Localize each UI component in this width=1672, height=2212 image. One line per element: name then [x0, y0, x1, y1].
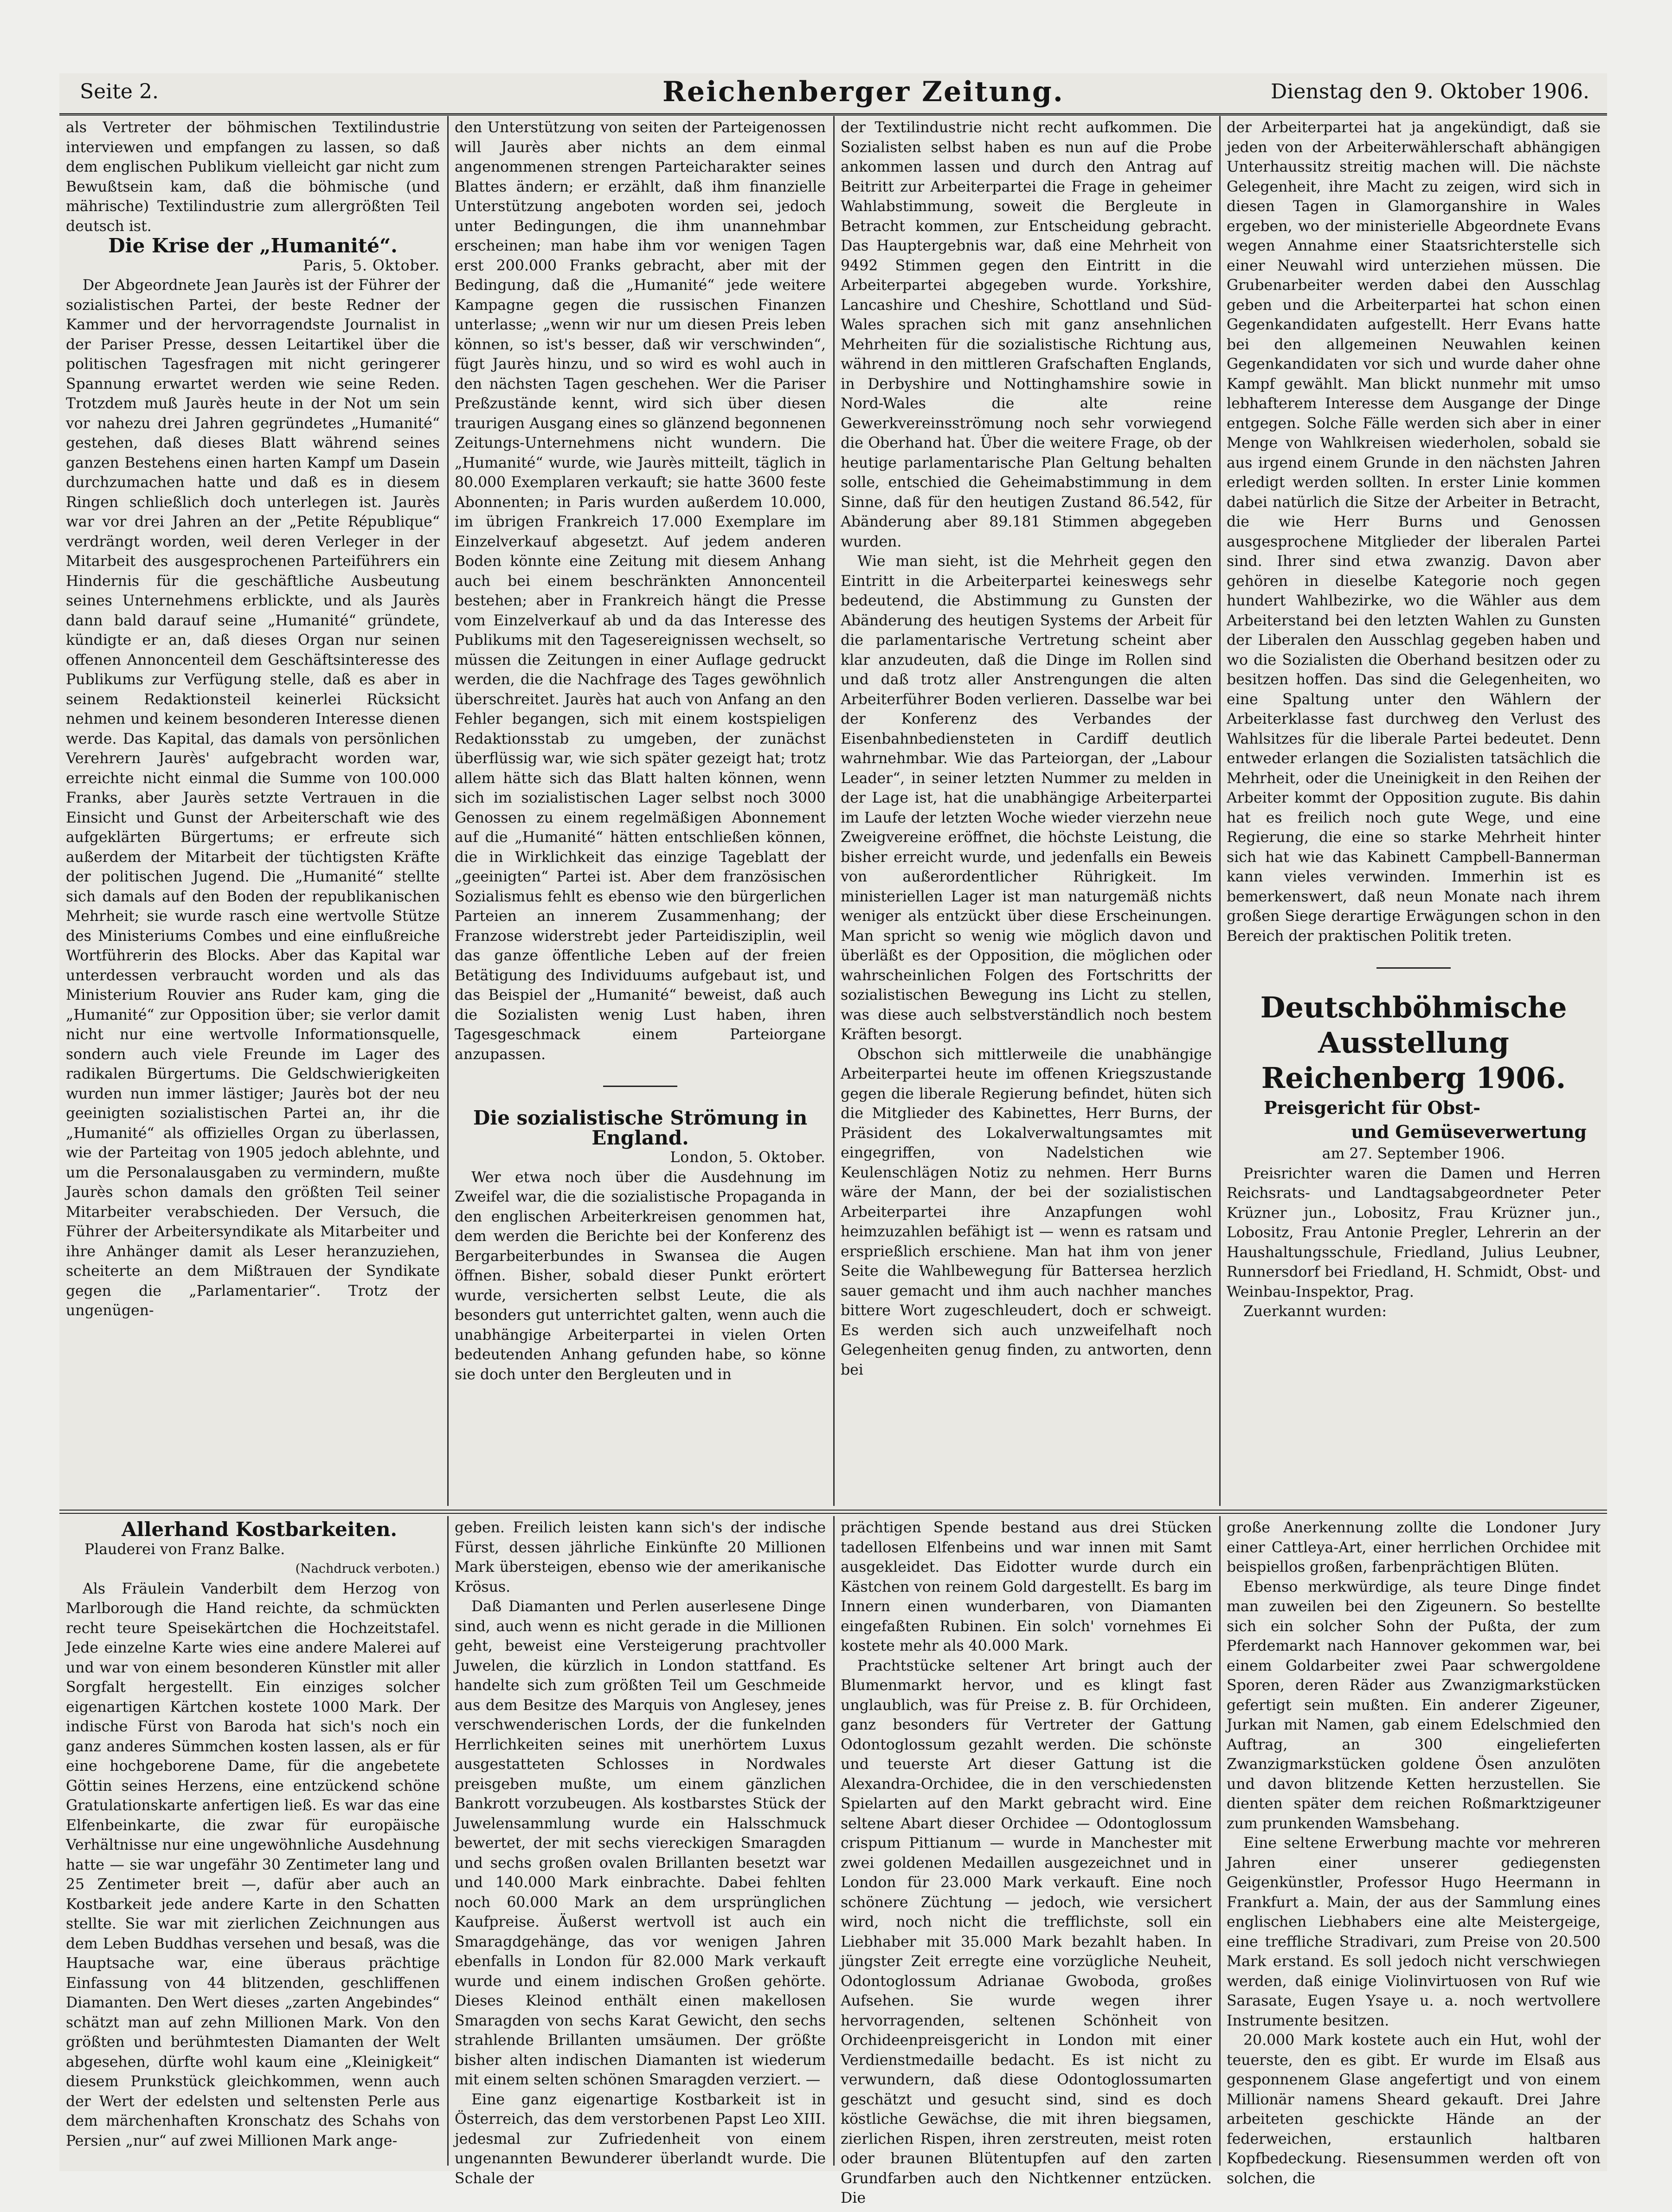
section-rule [59, 1510, 1607, 1514]
feuilleton-body: 20.000 Mark kostete auch ein Hut, wohl der teuerste, den es gibt. Er wurde im Elsaß aus gesponnenem Glase angefertigt und von einem Millionär namens Sheard gekauft. Drei Jahre arbeiteten geschickte Hände an der federweichen, erstaunlich haltbaren Kopfbedeckung. Riesensummen werden oft von solchen, die [1227, 2032, 1601, 2187]
article-body: Wer etwa noch über die Ausdehnung im Zweifel war, die die sozialistische Propaganda in den englischen Arbeiterkreisen genommen hat, dem werden die Berichte bei der Konferenz des Bergarbeiterbundes in Swansea die Augen öffnen. Bisher, sobald dieser Punkt erörtert wurde, versicherten selbst Leute, die als besonders gut unterrichtet galten, wenn auch die unabhängige Arbeiterpartei in vielen Orten bedeutenden Anhang gefunden habe, so könne sie doch unter den Bergleuten und in [455, 1169, 826, 1383]
column-rule [1219, 116, 1221, 1506]
exhibition-body: Preisrichter waren die Damen und Herren Reichsrats- und Landtagsabgeordneter Peter Krüzner jun., Lobositz, Frau Krüzner jun., Lobositz, Frau Antonie Pregler, Lehrerin an der Haushaltungsschule, Friedland, Julius Leubner, Runnersdorf bei Friedland, H. Schmidt, Obst- und Weinbau-Inspektor, Prag. [1227, 1165, 1601, 1300]
exhibition-title: Deutschböhmische Ausstellung Reichenberg 1906. [1260, 990, 1567, 1095]
feuilleton-body: Daß Diamanten und Perlen auserlesene Dinge sind, auch wenn es nicht gerade in die Millionen geht, beweist eine Versteigerung prachtvoller Juwelen, die kürzlich in London stattfand. Es handelte sich zum größten Teil um Geschmeide aus dem Besitze des Marquis von Anglesey, jenes verschwenderischen Lords, der die funkelnden Herrlichkeiten seines mit unerhörtem Luxus ausgestatteten Schlosses in Nordwales preisgeben mußte, um einem gänzlichen Bankrott vorzubeugen. Als kostbarstes Stück der Juwelensammlung wurde ein Halsschmuck bewertet, der mit sechs viereckigen Smaragden und sechs großen ovalen Brillanten besetzt war und 140.000 Mark einbrachte. Dabei fehlten noch 60.000 Mark an dem ursprünglichen Kaufpreise. Äußerst wertvoll ist auch ein Smaragdgehänge, das vor wenigen Jahren ebenfalls in London für 82.000 Mark verkauft wurde und einem indischen Großen gehörte. Dieses Kleinod enthält einen makellosen Smaragden von sechs Karat Gewicht, den sechs strahlende Brillanten umsäumen. Der größte bisher alten indischen Diamanten ist wiederum mit einem selten schönen Smaragden verziert. — [455, 1598, 826, 2088]
article-body: den Unterstützung von seiten der Parteigenossen will Jaurès aber nichts an dem einmal angenommenen strengen Parteicharakter seines Blattes ändern; er erzählt, daß ihm finanzielle Unterstützung angeboten worden sei, jedoch unter Bedingungen, die ihm unannehmbar erscheinen; man habe ihm vor wenigen Tagen erst 200.000 Franks gebracht, aber mit der Bedingung, daß die „Humanité“ jede weitere Kampagne gegen die russischen Finanzen unterlasse; „wenn wir nur um diesen Preis leben können, so ist's besser, daß wir verschwinden“, fügt Jaurès hinzu, und so wird es wohl auch in den nächsten Tagen geschehen. Wer die Pariser Preßzustände kennt, wird sich über diesen traurigen Ausgang eines so glänzend begonnenen Zeitungs-Unternehmens nicht wundern. Die „Humanité“ wurde, wie Jaurès mitteilt, täglich in 80.000 Exemplaren verkauft; sie hatte 3600 feste Abonnenten; in Paris wurden außerdem 10.000, im übrigen Frankreich 17.000 Exemplare im Einzelverkauf abgesetzt. Auf jedem anderen Boden könnte eine Zeitung mit diesem Anhang auch bei einem beschränkten Annoncenteil bestehen; aber in Frankreich hängt die Presse vom Einzelverkauf ab und da das Interesse des Publikums mit den Tagesereignissen wechselt, so müssen die Zeitungen in einer Auflage gedruckt werden, die die Nachfrage des Tages gewöhnlich überschreitet. Jaurès hat auch von Anfang an den Fehler begangen, sich mit einem kostspieligen Redaktionsstab zu umgeben, der zunächst überflüssig war, wie sich später gezeigt hat; trotz allem hätte sich das Blatt halten können, wenn sich im sozialistischen Lager selbst noch 3000 Genossen zu einem regelmäßigen Abonnement auf die „Humanité“ hätten entschließen können, die in Wirklichkeit das einzige Tageblatt der „geeinigten“ Partei ist. Aber dem französischen Sozialismus fehlt es ebenso wie den bürgerlichen Parteien an innerem Zusammenhang; der Franzose widerstrebt jeder Parteidisziplin, weil das ganze öffentliche Leben auf der freien Betätigung des Individuums aufgebaut ist, und das Beispiel der „Humanité“ beweist, daß auch die Sozialisten wenig Lust haben, ihren Tagesgeschmack einem Parteiorgane anzupassen. [455, 119, 826, 1063]
article-dateline: Paris, 5. Oktober. [303, 257, 440, 274]
article-body: der Textilindustrie nicht recht aufkommen. Die Sozialisten selbst haben es nun auf die Probe ankommen lassen und durch den Antrag auf Beitritt zur Arbeiterpartei die Frage in geheimer Wahlabstimmung, soweit die Bergleute in Betracht kommen, zur Entscheidung gebracht. Das Hauptergebnis war, daß eine Mehrheit von 9492 Stimmen gegen den Eintritt in die Arbeiterpartei abgegeben wurde. Yorkshire, Lancashire und Cheshire, Schottland und Süd-Wales sprachen sich mit ganz ansehnlichen Mehrheiten für die sozialistische Richtung aus, während in den mittleren Grafschaften Englands, in Derbyshire und Nottinghamshire sowie in Nord-Wales die alte reine Gewerkvereinsströmung noch sehr vorwiegend die Oberhand hat. Über die weitere Frage, ob der heutige parlamentarische Plan Geltung behalten solle, entschied die Geheimabstimmung in dem Sinne, daß für den heutigen Zustand 86.542, für Abänderung aber 89.181 Stimmen abgegeben wurden. [841, 119, 1212, 550]
column-8 [1227, 1518, 1601, 2187]
article-headline: Die Krise der „Humanité“. [108, 234, 398, 257]
column-2 [455, 118, 826, 1505]
feuilleton-body: große Anerkennung zollte die Londoner Jury einer Cattleya-Art, einer herrlichen Orchidee mit beispiellos großen, farbenprächtigen Blüten. [1227, 1519, 1601, 1575]
column-4 [1227, 118, 1601, 1505]
article-separator [603, 1086, 677, 1087]
feuilleton-body: Prachtstücke seltener Art bringt auch der Blumenmarkt hervor, und es klingt fast unglaublich, was für Preise z. B. für Orchideen, ganz besonders für Vertreter der Gattung Odontoglossum gezahlt werden. Die schönste und teuerste Art dieser Gattung ist die Alexandra-Orchidee, die in den verschiedensten Spielarten auf den Markt gebracht wird. Eine seltene Abart dieser Orchidee — Odontoglossum crispum Pittianum — wurde in Manchester mit zwei goldenen Medaillen ausgezeichnet und in London für 23.000 Mark verkauft. Eine noch schönere Züchtung — jedoch, wie versichert wird, noch nicht die trefflichste, soll ein Liebhaber mit 35.000 Mark bezahlt haben. In jüngster Zeit erregte eine vorzügliche Neuheit, Odontoglossum Adrianae Gwoboda, großes Aufsehen. Sie wurde wegen ihrer hervorragenden, seltenen Schönheit von Orchideenpreisgericht in London mit einer Verdienstmedaille bedacht. Es ist nicht zu verwundern, daß diese Odontoglossumarten geschätzt und gesucht sind, sind es doch köstliche Gewächse, die mit ihren biegsamen, zierlichen Rispen, ihren zerstreuten, meist roten oder braunen Blütentupfen auf den zarten Grundfarben auch den Nichtkenner entzücken. Die [841, 1657, 1212, 2206]
article-body: der Arbeiterpartei hat ja angekündigt, daß sie jeden von der Arbeiterwählerschaft abhängigen Unterhaussitz streitig machen will. Die nächste Gelegenheit, ihre Macht zu zeigen, wird sich in diesen Tagen in Glamorganshire in Wales ergeben, wo der ministerielle Abgeordnete Evans wegen Annahme einer Staatsrichterstelle sich einer Neuwahl wird unterziehen müssen. Die Grubenarbeiter werden dabei den Ausschlag geben und die Arbeiterpartei hat schon einen Gegenkandidaten aufgestellt. Herr Evans hatte bei den allgemeinen Neuwahlen keinen Gegenkandidaten vor sich und wurde daher ohne Kampf gewählt. Man blickt nunmehr mit umso lebhafterem Interesse dem Ausgange der Dinge entgegen. Solche Fälle werden sich aber in einer Menge von Wahlkreisen wiederholen, sobald sie aus irgend einem Grunde in den nächsten Jahren erledigt werden sollten. In erster Linie kommen dabei natürlich die Sitze der Arbeiter in Betracht, die wie Herr Burns und Genossen ausgesprochene Mitglieder der liberalen Partei sind. Ihrer sind etwa zwanzig. Davon aber gehören in dieselbe Kategorie noch gegen hundert Wahlbezirke, wo die Wähler aus dem Arbeiterstand bei den letzten Wahlen zu Gunsten der Liberalen den Ausschlag gegeben haben und wo die Sozialisten die Oberhand besitzen oder zu besitzen hoffen. Das sind die Gelegenheiten, wo eine Spaltung unter den Wählern der Arbeiterklasse fast durchweg den Verlust des Wahlsitzes für die liberale Partei bedeutet. Denn entweder erlangen die Sozialisten tatsächlich die Mehrheit, oder die Uneinigkeit in den Reihen der Arbeiter kommt der Opposition zugute. Bis dahin hat es freilich noch gute Wege, und eine Regierung, die eine so starke Mehrheit hinter sich hat wie das Kabinett Campbell-Bannerman kann vieles verwinden. Immerhin ist es bemerkenswert, daß neun Monate nach ihrem großen Siege derartige Erwägungen schon in den Bereich der praktischen Politik treten. [1227, 119, 1601, 945]
exhibition-date: am 27. September 1906. [1322, 1145, 1505, 1162]
feuilleton-body: prächtigen Spende bestand aus drei Stücken tadellosen Elfenbeins und war innen mit Samt ausgekleidet. Das Eidotter wurde durch ein Kästchen von reinem Gold dargestellt. Es barg im Innern einen wunderbaren, von Diamanten eingefaßten Rubinen. Ein solch' vornehmes Ei kostete mehr als 40.000 Mark. [841, 1519, 1212, 1654]
reprint-note: (Nachdruck verboten.) [295, 1562, 440, 1576]
column-7 [841, 1518, 1212, 2206]
column-rule [833, 116, 835, 1506]
article-dateline: London, 5. Oktober. [670, 1149, 826, 1166]
column-rule [1219, 1516, 1221, 2166]
column-rule [447, 116, 449, 1506]
exhibition-awards-intro: Zuerkannt wurden: [1243, 1303, 1387, 1320]
column-1 [66, 118, 440, 1505]
article-body: Der Abgeordnete Jean Jaurès ist der Führer der sozialistischen Partei, der beste Redner der Kammer und der hervorragendste Journalist in der Pariser Presse, dessen Leitartikel über die politischen Tagesfragen mit nicht geringerer Spannung erwartet werden wie seine Reden. Trotzdem muß Jaurès heute in der Not um sein vor nahezu drei Jahren gegründetes „Humanité“ gestehen, daß dieses Blatt während seines ganzen Bestehens einen harten Kampf um Dasein durchzumachen hatte und daß es in diesem Ringen schließlich doch unterlegen ist. Jaurès war vor drei Jahren an der „Petite République“ verdrängt worden, weil deren Verleger in der Mitarbeit des ausgesprochenen Parteiführers ein Hindernis für die geschäftliche Ausbeutung seines Unternehmens erblickte, und als Jaurès dann bald darauf seine „Humanité“ gründete, kündigte er an, daß dieses Organ nur seinen offenen Annoncenteil dem Geschäftsinteresse des Publikums zur Verfügung stelle, daß es aber in seinem Redaktionsteil keinerlei Rücksicht nehmen und keinem besonderen Interesse dienen werde. Das Kapital, das damals von persönlichen Verehrern Jaurès' aufgebracht worden war, erreichte nicht einmal die Summe von 100.000 Franks, aber Jaurès setzte Vertrauen in die Einsicht und Gunst der Arbeiterschaft wie des aufgeklärten Bürgertums; er erfreute sich außerdem der Mitarbeit der tüchtigsten Kräfte der politischen Jugend. Die „Humanité“ stellte sich damals auf den Boden der republikanischen Mehrheit; sie wurde rasch eine wertvolle Stütze des Ministeriums Combes und eine einflußreiche Wortführerin des Blocks. Aber das Kapital war unterdessen verbraucht worden und als das Ministerium Rouvier ans Ruder kam, ging die „Humanité“ zur Opposition über; sie verlor damit nicht nur eine wertvolle Informationsquelle, sondern auch viele Freunde im Lager des radikalen Bürgertums. Die Geldschwierigkeiten wurden nun immer lästiger; Jaurès bot der neu geeinigten sozialistischen Partei an, ihr die „Humanité“ als offizielles Organ zu überlassen, wie der Parteitag von 1905 jedoch ablehnte, und um die Personalausgaben zu vermindern, mußte Jaurès schon damals den größten Teil seiner Mitarbeiter verabschieden. Der Versuch, die Führer der Arbeitersyndikate als Mitarbeiter und ihre Anhänger damit als Leser heranzuziehen, scheiterte an dem Mißtrauen der Syndikate gegen die „Parlamentarier“. Trotz der ungenügen- [66, 277, 440, 1319]
page-header [59, 73, 1607, 116]
feuilleton-byline: Plauderei von Franz Balke. [84, 1541, 285, 1558]
issue-date: Dienstag den 9. Oktober 1906. [1271, 80, 1589, 103]
article-body: Wie man sieht, ist die Mehrheit gegen den Eintritt in die Arbeiterpartei keineswegs sehr bedeutend, die Abstimmung zu Gunsten der Abänderung des heutigen Systems der Arbeit für die parlamentarische Vertretung scheint aber klar anzudeuten, daß die Dinge im Rollen sind und daß trotz aller Anstrengungen die alten Arbeiterführer Boden verlieren. Dasselbe war bei der Konferenz des Verbandes der Eisenbahnbediensteten in Cardiff deutlich wahrnehmbar. Wie das Parteiorgan, der „Labour Leader“, in seiner letzten Nummer zu melden in der Lage ist, hat die unabhängige Arbeiterpartei im Laufe der letzten Woche wieder vierzehn neue Zweigvereine eröffnet, die höchste Leistung, die bisher erreicht wurde, und jedenfalls ein Beweis von außerordentlicher Rührigkeit. Im ministeriellen Lager ist man naturgemäß nichts weniger als entzückt über diese Erscheinungen. Man spricht so wenig wie möglich davon und überläßt es der Opposition, die möglichen oder wahrscheinlichen Folgen des Fortschritts der sozialistischen Bewegung ins Licht zu stellen, was diese auch selbstverständlich noch bestem Kräften besorgt. [841, 553, 1212, 1043]
feuilleton-body: Eine seltene Erwerbung machte vor mehreren Jahren einer unserer gediegensten Geigenkünstler, Professor Hugo Heermann in Frankfurt a. Main, der aus der Sammlung eines englischen Liebhabers eine alte Meistergeige, eine treffliche Stradivari, zum Preise von 20.500 Mark erstand. Es soll jedoch nicht verschwiegen werden, daß einige Violinvirtuosen von Ruf wie Sarasate, Eugen Ysaye u. a. noch wertvollere Instrumente besitzen. [1227, 1835, 1601, 2029]
article-continuation: als Vertreter der böhmischen Textilindustrie interviewen und empfangen zu lassen, so daß dem englischen Publikum vielleicht gar nicht zum Bewußtsein kam, daß die böhmische (und mährische) Textilindustrie zum allergrößten Teil deutsch ist. [66, 119, 440, 235]
column-6 [455, 1518, 826, 2187]
feuilleton-body: Ebenso merkwürdige, als teure Dinge findet man zuweilen bei den Zigeunern. So bestellte sich ein solcher Sohn der Pußta, der zum Pferdemarkt nach Hannover gekommen war, bei einem Goldarbeiter zwei Paar schwergoldene Sporen, deren Räder aus Zwanzigmarkstücken gefertigt sein mußten. Ein anderer Zigeuner, Jurkan mit Namen, gab einem Edelschmied den Auftrag, an 300 eingelieferten Zwanzigmarkstücken goldene Ösen anzulöten und davon blitzende Ketten herzustellen. Sie dienten später dem reichen Roßmarktzigeuner zum prunkenden Wamsbehang. [1227, 1578, 1601, 1832]
column-3 [841, 118, 1212, 1505]
feuilleton-headline: Allerhand Kostbarkeiten. [122, 1518, 398, 1541]
column-rule [833, 1516, 835, 2166]
column-5 [66, 1518, 440, 2167]
feuilleton-body: Als Fräulein Vanderbilt dem Herzog von Marlborough die Hand reichte, da schmückten recht teure Speisekärtchen die Hochzeitstafel. Jede einzelne Karte wies eine andere Malerei auf und war von einem besonderen Künstler mit aller Sorgfalt hergestellt. Ein einziges solcher eigenartigen Kärtchen kostete 1000 Mark. Der indische Fürst von Baroda hat sich's noch ein ganz anderes Sümmchen kosten lassen, als er für eine hochgeborene Dame, für die angebetete Göttin seines Herzens, eine entzückend schöne Gratulationskarte anfertigen ließ. Es war das eine Elfenbeinkarte, die zwar für europäische Verhältnisse nur eine ungewöhnliche Ausdehnung hatte — sie war ungefähr 30 Zentimeter lang und 25 Zentimeter breit —, dafür aber auch an Kostbarkeit jede andere Karte in den Schatten stellte. Sie war mit zierlichen Zeichnungen aus dem Leben Buddhas versehen und besaß, was die Hauptsache war, eine überaus prächtige Einfassung von 44 blitzenden, geschliffenen Diamanten. Den Wert dieses „zarten Angebindes“ schätzt man auf zehn Millionen Mark. Von den größten und berühmtesten Diamanten der Welt abgesehen, dürfte wohl kaum eine „Kleinigkeit“ diesem Prunkstück gleichkommen, wenn auch der Wert der edelsten und seltensten Perle aus dem märchenhaften Kronschatz des Schahs von Persien „nur“ auf zwei Millionen Mark ange- [66, 1580, 440, 2149]
masthead-title: Reichenberger Zeitung. [662, 76, 1064, 108]
newspaper-page [59, 73, 1607, 2206]
article-headline: Die sozialistische Strömung in England. [473, 1106, 808, 1149]
page-number: Seite 2. [80, 80, 159, 103]
feuilleton-body: geben. Freilich leisten kann sich's der indische Fürst, dessen jährliche Einkünfte 20 Millionen Mark übersteigen, ebenso wie der amerikanische Krösus. [455, 1519, 826, 1595]
column-rule [447, 1516, 449, 2166]
article-body: Obschon sich mittlerweile die unabhängige Arbeiterpartei heute im offenen Kriegszustande gegen die liberale Regierung befindet, hüten sich die Mitglieder des Kabinettes, Herr Burns, der Präsident des Lokalverwaltungsamtes mit eingegriffen, von Nadelstichen wie Keulenschlägen Notiz zu nehmen. Herr Burns wäre der Mann, der bei der sozialistischen Arbeiterpartei ihre Anzapfungen wohl heimzuzahlen befähigt ist — wenn es ratsam und ersprießlich erschiene. Man hat ihm von jener Seite die Wahlbewegung für Battersea herzlich sauer gemacht und ihm auch nachher manches bittere Wort zugeschleudert, doch er schweigt. Es werden sich auch unzweifelhaft noch Gelegenheiten genug finden, zu antworten, denn bei [841, 1046, 1212, 1378]
exhibition-subtitle: und Gemüseverwertung [1351, 1121, 1587, 1142]
exhibition-subtitle: Preisgericht für Obst- [1264, 1097, 1480, 1118]
feuilleton-body: Eine ganz eigenartige Kostbarkeit ist in Österreich, das dem verstorbenen Papst Leo XIII. jedesmal zur Zufriedenheit von einem ungenannten Bewunderer überlandt wurde. Die Schale der [455, 2091, 826, 2187]
article-separator [1376, 967, 1451, 969]
